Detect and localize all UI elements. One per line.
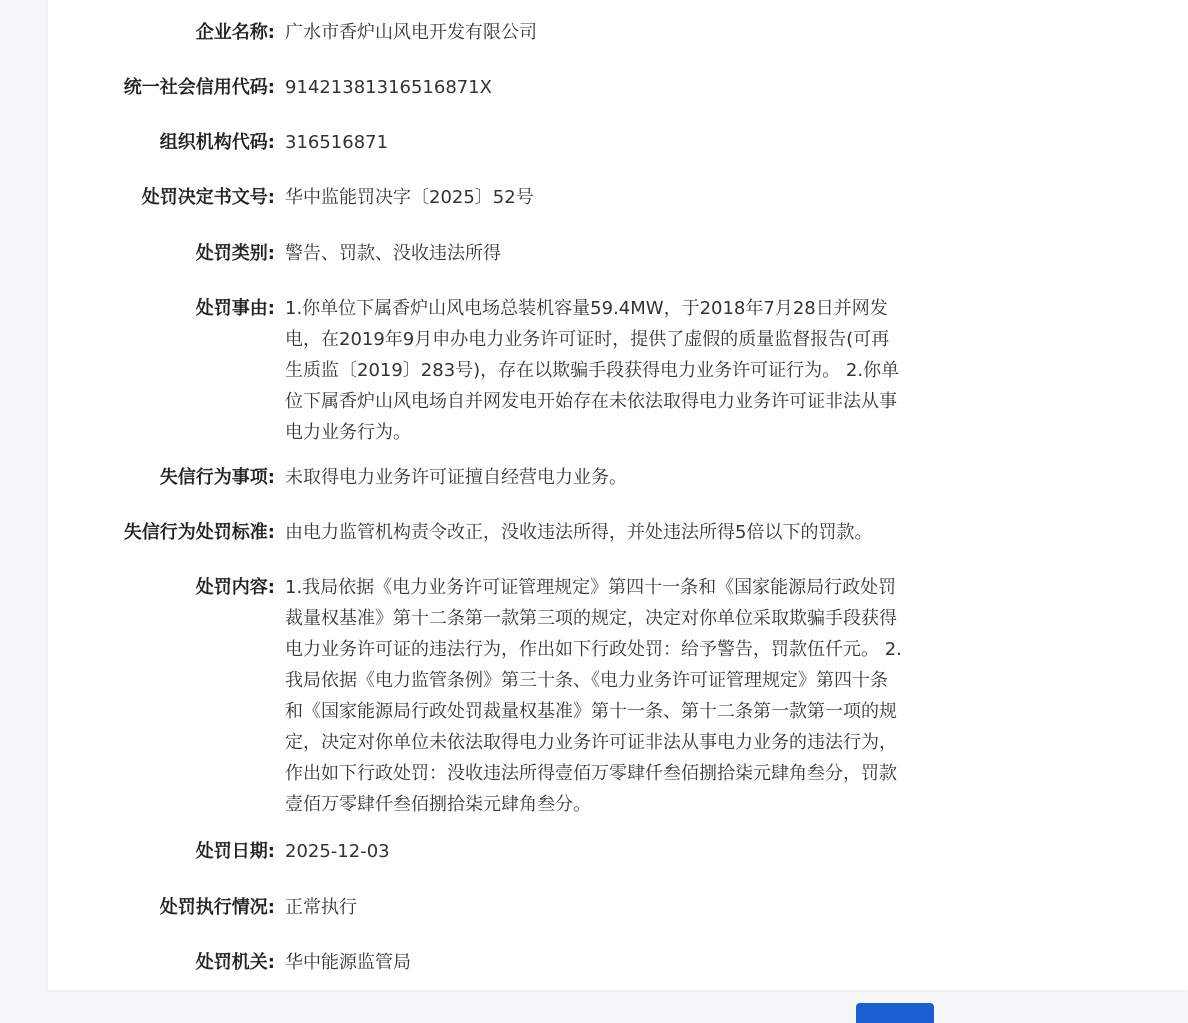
field-value: 由电力监管机构责令改正，没收违法所得，并处违法所得5倍以下的罚款。 <box>285 522 873 543</box>
field-value: 316516871 <box>285 132 389 153</box>
field-label: 处罚内容: <box>195 577 275 598</box>
field-value: 1.我局依据《电力业务许可证管理规定》第四十一条和《国家能源局行政处罚裁量权基准》第十二条第一款第三项的规定，决定对你单位采取欺骗手段获得电力业务许可证的违法行为，作出如下行政处罚：给予警告，罚款伍仟元。 2.我局依据《电力监管条例》第三十条、《电力业务许可证管理规定》第四十条和《国家能源局行政处罚裁量权基准》第十一条、第十二条第一款第一项的规定，决定对你单位未依法取得电力业务许可证非法从事电力业务的违法行为，作出如下行政处罚：没收违法所得壹佰万零肆仟叁佰捌拾柒元肆角叁分，罚款壹佰万零肆仟叁佰捌拾柒元肆角叁分。 <box>285 577 902 815</box>
field-label: 处罚日期: <box>195 841 275 862</box>
field-value: 91421381316516871X <box>285 77 493 98</box>
record-card <box>48 0 1188 990</box>
field-label: 处罚机关: <box>195 952 275 973</box>
partial-action-button[interactable] <box>856 1003 934 1023</box>
field-label: 处罚类别: <box>195 243 275 264</box>
field-label: 处罚决定书文号: <box>141 187 275 208</box>
field-label: 失信行为处罚标准: <box>123 522 275 543</box>
field-value: 华中能源监管局 <box>285 952 411 973</box>
field-label: 企业名称: <box>195 22 275 43</box>
field-label: 统一社会信用代码: <box>123 77 275 98</box>
field-value: 华中监能罚决字〔2025〕52号 <box>285 187 534 208</box>
field-label: 处罚事由: <box>195 298 275 319</box>
field-value: 广水市香炉山风电开发有限公司 <box>285 22 537 43</box>
field-value: 2025-12-03 <box>285 841 390 862</box>
field-label: 失信行为事项: <box>159 467 275 488</box>
field-value: 警告、罚款、没收违法所得 <box>285 243 501 264</box>
field-label: 组织机构代码: <box>159 132 275 153</box>
field-value: 正常执行 <box>285 897 357 918</box>
field-label: 处罚执行情况: <box>159 897 275 918</box>
field-value: 1.你单位下属香炉山风电场总装机容量59.4MW，于2018年7月28日并网发电，在2019年9月申办电力业务许可证时，提供了虚假的质量监督报告(可再生质监〔2019〕283号)，存在以欺骗手段获得电力业务许可证行为。 2.你单位下属香炉山风电场自并网发电开始存在未依法取得电力业务许可证非法从事电力业务行为。 <box>285 298 900 443</box>
field-value: 未取得电力业务许可证擅自经营电力业务。 <box>285 467 627 488</box>
